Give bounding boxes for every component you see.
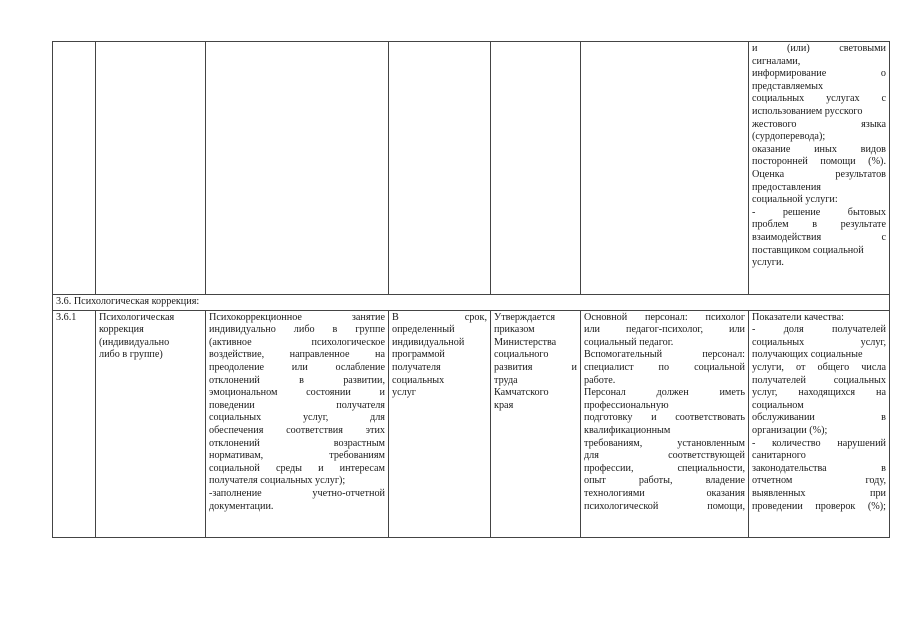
section-header: 3.6. Психологическая коррекция: <box>53 295 890 311</box>
text-line: подготовку и соответствовать <box>584 412 745 424</box>
text-line: Оценка результатов <box>752 168 886 180</box>
text-line: преодоление или ослабление <box>209 361 385 373</box>
text-line: приказом <box>494 324 535 336</box>
text-line: Вспомогательный персонал: <box>584 349 745 361</box>
text-line: Утверждается <box>494 311 556 323</box>
row-quality <box>749 310 890 537</box>
cell-service-name <box>96 42 206 295</box>
text-line: обслуживании в <box>752 412 886 424</box>
text-line: определенный <box>392 324 455 336</box>
text-line: индивидуально либо в группе <box>209 324 385 336</box>
text-line: (сурдоперевода); <box>752 131 826 143</box>
row-service-name <box>96 310 206 537</box>
text-line: психологической помощи, <box>584 500 745 512</box>
text-line: либо в группе) <box>99 349 163 361</box>
text-line: посторонней помощи (%). <box>752 156 886 168</box>
text-line: санитарного <box>752 450 806 462</box>
text-line: опыт работы, владение <box>584 475 745 487</box>
text-line: труда <box>494 374 518 386</box>
text-line: поведении получателя <box>209 399 385 411</box>
text-line: отклонений возрастным <box>209 437 385 449</box>
text-line: Психокоррекционное занятие <box>209 311 385 323</box>
text-line: поставщиком социальной <box>752 244 864 256</box>
text-line: предоставления <box>752 181 821 193</box>
row-tariff <box>491 310 581 537</box>
cell-quality <box>749 42 890 295</box>
text-line: (индивидуально <box>99 336 170 348</box>
text-line: представляемых <box>752 80 824 92</box>
text-line: Министерства <box>494 336 557 348</box>
text-line: - доля получателей <box>752 324 886 336</box>
text-line: сигналами, <box>752 55 801 67</box>
text-line: проведении проверок (%); <box>752 500 886 512</box>
text-line: жестового языка <box>752 118 886 130</box>
text-line: отклонений в развитии, <box>209 374 385 386</box>
text-line: обеспечения соответствия этих <box>209 424 385 436</box>
table-row-continuation <box>53 42 890 295</box>
text-line: работе. <box>584 374 616 386</box>
text-line: проблем в результате <box>752 219 886 231</box>
text-line: для соответствующей <box>584 450 745 462</box>
text-line: социального <box>494 349 549 361</box>
text-line: Камчатского <box>494 387 549 399</box>
text-line: документации. <box>209 500 274 512</box>
text-line: края <box>494 399 514 411</box>
row-term <box>389 310 491 537</box>
text-line: использованием русского <box>752 105 863 117</box>
text-line: услуги. <box>752 257 784 269</box>
text-line: социальном <box>752 399 804 411</box>
text-line: социальной услуги: <box>752 194 838 206</box>
text-line: социальных услугах с <box>752 93 886 105</box>
text-line: квалификационным <box>584 424 671 436</box>
text-line: получателей социальных <box>752 374 886 386</box>
text-line: получателя <box>392 361 441 373</box>
text-line: развития и <box>494 361 577 373</box>
text-line: профессиональную <box>584 399 669 411</box>
text-line: -заполнение учетно-отчетной <box>209 487 385 499</box>
text-line: оказание иных видов <box>752 143 886 155</box>
text-line: Психологическая <box>99 311 175 323</box>
row-description <box>206 310 389 537</box>
text-line: законодательства в <box>752 462 886 474</box>
text-line: отчетном году, <box>752 475 886 487</box>
text-line: получателя социальных услуг); <box>209 475 346 487</box>
text-line: коррекция <box>99 324 144 336</box>
text-line: технологиями оказания <box>584 487 745 499</box>
cell-description <box>206 42 389 295</box>
table-row <box>53 310 890 537</box>
text-line: профессии, специальности, <box>584 462 745 474</box>
text-line: организации (%); <box>752 424 828 436</box>
cell-term <box>389 42 491 295</box>
row-staff <box>581 310 749 537</box>
text-line: индивидуальной <box>392 336 465 348</box>
text-line: услуг <box>392 387 416 399</box>
quality-text <box>752 43 886 293</box>
text-line: воздействие, направленное на <box>209 349 385 361</box>
services-table <box>52 41 890 538</box>
cell-staff <box>581 42 749 295</box>
text-line: услуги, от общего числа <box>752 361 886 373</box>
text-line: социальных <box>392 374 445 386</box>
text-line: программой <box>392 349 445 361</box>
text-line: нормативам, требованиям <box>209 450 385 462</box>
text-line: социальной среды и интересам <box>209 462 385 474</box>
text-line: требованиям, установленным <box>584 437 745 449</box>
text-line: Персонал должен иметь <box>584 387 745 399</box>
text-line: - решение бытовых <box>752 206 886 218</box>
text-line: взаимодействия с <box>752 231 886 243</box>
text-line: социальный педагог. <box>584 336 674 348</box>
row-number: 3.6.1 <box>53 310 96 537</box>
text-line: услуг, находящихся на <box>752 387 886 399</box>
cell-number <box>53 42 96 295</box>
text-line: В срок, <box>392 311 487 323</box>
text-line: получающих социальные <box>752 349 863 361</box>
text-line: Показатели качества: <box>752 311 844 323</box>
text-line: социальных услуг, для <box>209 412 385 424</box>
text-line: Основной персонал: психолог <box>584 311 745 323</box>
text-line: выявленных при <box>752 487 886 499</box>
text-line: (активное психологическое <box>209 336 385 348</box>
text-line: социальных услуг, <box>752 336 886 348</box>
cell-tariff <box>491 42 581 295</box>
text-line: информирование о <box>752 68 886 80</box>
text-line: или педагог-психолог, или <box>584 324 745 336</box>
text-line: эмоциональном состоянии и <box>209 387 385 399</box>
text-line: и (или) световыми <box>752 43 886 54</box>
section-header-row <box>53 295 890 311</box>
text-line: - количество нарушений <box>752 437 886 449</box>
text-line: специалист по социальной <box>584 361 745 373</box>
